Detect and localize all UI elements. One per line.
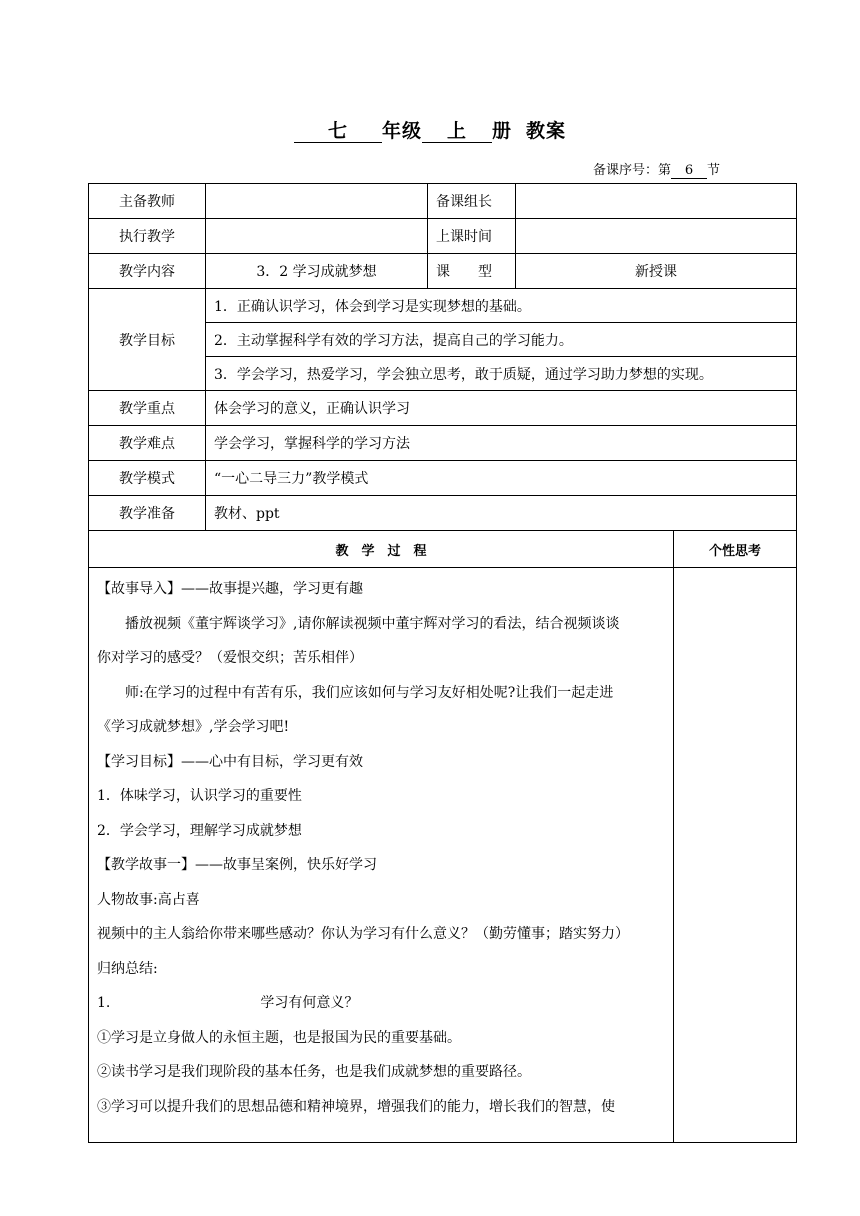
- class-time-field[interactable]: [516, 219, 797, 254]
- process-line: 《学习成就梦想》,学会学习吧!: [97, 719, 290, 735]
- exec-teacher-label: 执行教学: [89, 219, 206, 254]
- content-value: 3．2 学习成就梦想: [206, 254, 428, 289]
- class-time-label: 上课时间: [428, 219, 516, 254]
- section-question: 学习有何意义？: [260, 995, 359, 1011]
- lead-teacher-label: 主备教师: [89, 184, 206, 219]
- grade-suffix: 年级: [381, 120, 422, 142]
- process-header: 教 学 过 程: [89, 531, 674, 568]
- difficulty-label: 教学难点: [89, 426, 206, 461]
- lesson-type-label: 课 型: [428, 254, 516, 289]
- volume-suffix: 册: [491, 120, 512, 142]
- process-line: 【教学故事一】——故事呈案例，快乐好学习: [97, 857, 377, 873]
- process-line: ②读书学习是我们现阶段的基本任务，也是我们成就梦想的重要路径。: [97, 1064, 531, 1080]
- process-line: ③学习可以提升我们的思想品德和精神境界，增强我们的能力，增长我们的智慧，使: [97, 1098, 615, 1115]
- personal-thoughts-header: 个性思考: [674, 531, 797, 568]
- goal-item: 1．正确认识学习，体会到学习是实现梦想的基础。: [206, 289, 797, 323]
- lesson-type-value: 新授课: [516, 254, 797, 289]
- process-line: 1．体味学习，认识学习的重要性: [97, 788, 302, 804]
- volume-field: 上: [422, 120, 492, 143]
- process-line: 2．学会学习，理解学习成就梦想: [97, 822, 302, 839]
- process-content-cell: [89, 568, 674, 1143]
- lead-teacher-field[interactable]: [206, 184, 428, 219]
- goal-item: 3．学会学习，热爱学习，学会独立思考，敢于质疑，通过学习助力梦想的实现。: [206, 357, 797, 391]
- process-line: 播放视频《董宇辉谈学习》,请你解读视频中董宇辉对学习的看法，结合视频谈谈: [125, 615, 620, 632]
- serial-suffix: 节: [706, 163, 720, 178]
- table-row: [89, 289, 797, 323]
- teaching-process-table: [88, 530, 797, 1143]
- key-point-label: 教学重点: [89, 391, 206, 426]
- serial-number-line: [593, 159, 720, 179]
- prep-value: 教材、ppt: [206, 496, 797, 531]
- table-row: [89, 496, 797, 531]
- goals-label: 教学目标: [89, 289, 206, 391]
- grade-field: 七: [294, 120, 382, 143]
- process-line: [97, 986, 665, 1021]
- mode-value: “一心二导三力”教学模式: [206, 461, 797, 496]
- lesson-info-table: [88, 183, 797, 531]
- group-leader-field[interactable]: [516, 184, 797, 219]
- list-number: 1.: [97, 995, 111, 1011]
- table-row: [89, 426, 797, 461]
- process-line: 人物故事:高占喜: [97, 891, 200, 908]
- process-line: 你对学习的感受？（爱恨交织；苦乐相伴）: [97, 650, 363, 666]
- table-row: [89, 461, 797, 496]
- process-line: 视频中的主人翁给你带来哪些感动？你认为学习有什么意义？（勤劳懂事；踏实努力）: [97, 926, 629, 942]
- process-line: 【学习目标】——心中有目标，学习更有效: [97, 753, 363, 770]
- table-row: [89, 531, 797, 568]
- exec-teacher-field[interactable]: [206, 219, 428, 254]
- key-point-value: 体会学习的意义，正确认识学习: [206, 391, 797, 426]
- doc-type: 教案: [526, 120, 567, 142]
- process-line: 归纳总结:: [97, 960, 158, 977]
- content-label: 教学内容: [89, 254, 206, 289]
- process-line: 【故事导入】——故事提兴趣，学习更有趣: [97, 581, 363, 597]
- table-row: [89, 184, 797, 219]
- table-row: [89, 254, 797, 289]
- table-row: [89, 219, 797, 254]
- process-line: 师:在学习的过程中有苦有乐，我们应该如何与学习友好相处呢?让我们一起走进: [125, 684, 614, 701]
- table-row: [89, 568, 797, 1143]
- personal-thoughts-cell[interactable]: [674, 568, 797, 1143]
- goal-item: 2．主动掌握科学有效的学习方法，提高自己的学习能力。: [206, 323, 797, 357]
- mode-label: 教学模式: [89, 461, 206, 496]
- table-row: [89, 391, 797, 426]
- serial-prefix: 备课序号：第: [592, 163, 671, 178]
- difficulty-value: 学会学习，掌握科学的学习方法: [206, 426, 797, 461]
- document-title: [0, 116, 860, 143]
- serial-number: 6: [671, 163, 707, 179]
- process-line: ①学习是立身做人的永恒主题，也是报国为民的重要基础。: [97, 1029, 461, 1046]
- prep-label: 教学准备: [89, 496, 206, 531]
- group-leader-label: 备课组长: [428, 184, 516, 219]
